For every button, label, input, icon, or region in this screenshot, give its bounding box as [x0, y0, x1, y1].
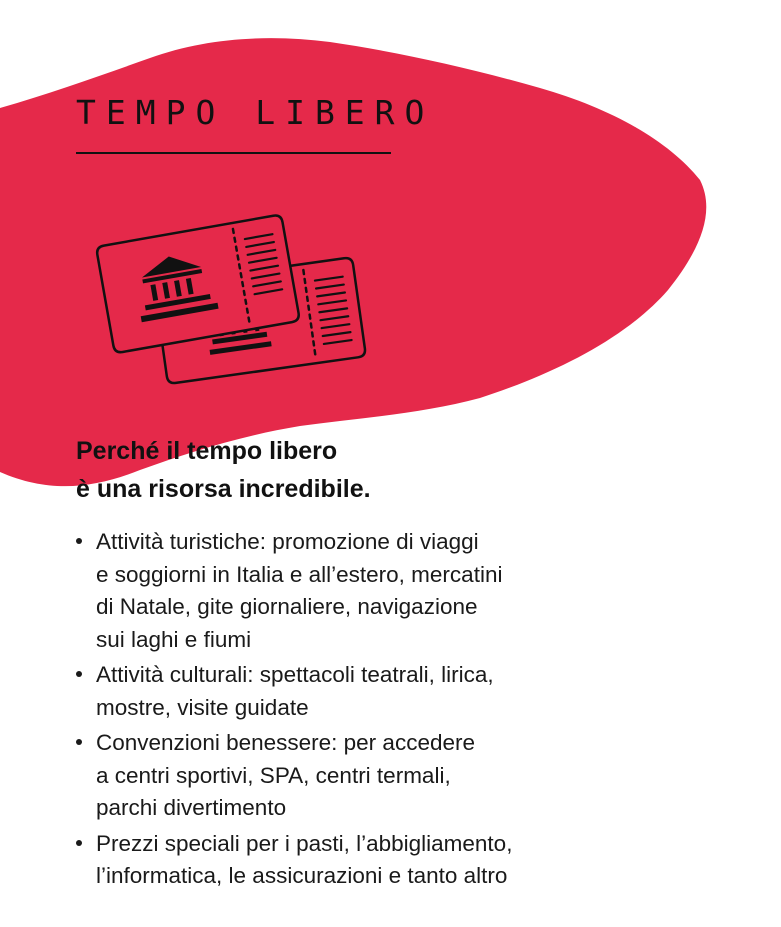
bullet-dot-icon [76, 538, 82, 544]
bullet-dot-icon [76, 671, 82, 677]
subtitle-line: è una risorsa incredibile. [76, 475, 371, 503]
list-item-line: mostre, visite guidate [96, 694, 309, 720]
subtitle [76, 432, 371, 508]
benefits-list [76, 526, 636, 896]
list-item [76, 727, 636, 825]
list-item-line: l’informatica, le assicurazioni e tanto altro [96, 863, 508, 888]
list-item [76, 828, 636, 893]
list-item [76, 659, 636, 724]
bullet-dot-icon [76, 840, 82, 846]
front-ticket [96, 214, 300, 353]
list-item-line: di Natale, gite giornaliere, navigazione [96, 594, 478, 619]
subtitle-line: Perché il tempo libero [76, 437, 338, 465]
list-item-line: sui laghi e fiumi [96, 626, 252, 652]
section-title: TEMPO LIBERO [76, 93, 435, 132]
museum-tickets-icon [90, 195, 380, 400]
list-item-line: Attività culturali: spettacoli teatrali, lirica, [96, 662, 494, 687]
bullet-dot-icon [76, 739, 82, 745]
list-item-line: parchi divertimento [96, 795, 287, 820]
list-item-line: e soggiorni in Italia e all’estero, mercatini [96, 561, 503, 587]
list-item-line: Prezzi speciali per i pasti, l’abbigliamento, [96, 830, 513, 856]
list-item-line: Convenzioni benessere: per accedere [96, 730, 475, 755]
list-item-line: a centri sportivi, SPA, centri termali, [96, 762, 451, 788]
list-item-line: Attività turistiche: promozione di viaggi [96, 529, 479, 554]
title-underline [76, 152, 391, 154]
list-item [76, 526, 636, 656]
